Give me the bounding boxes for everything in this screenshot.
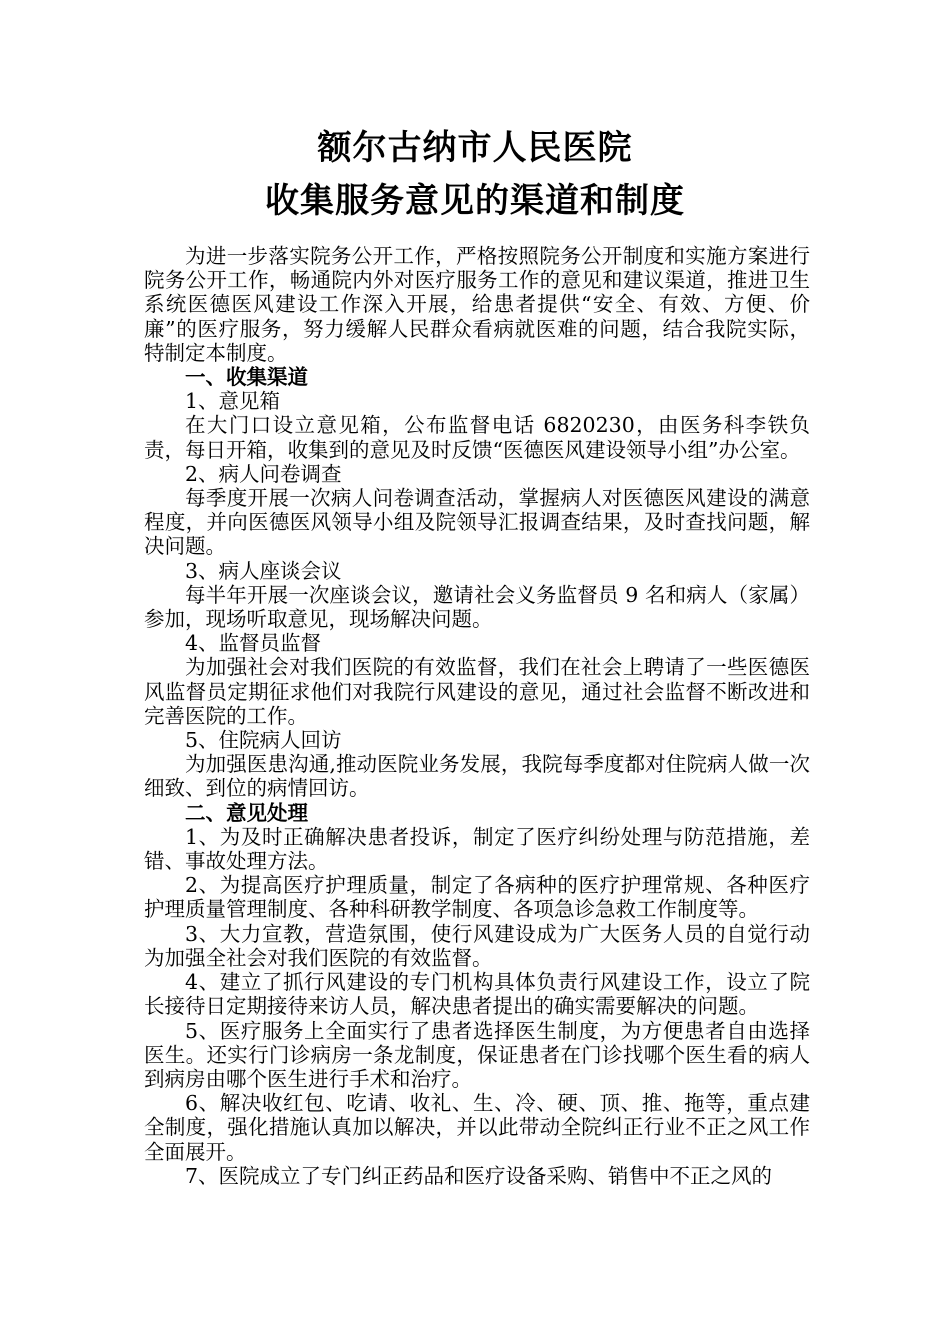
intro-paragraph: 为进一步落实院务公开工作，严格按照院务公开制度和实施方案进行院务公开工作，畅通院内外对医疗服务工作的意见和建议渠道，推进卫生系统医德医风建设工作深入开展，给患者提供“安全、有效、方便、价廉”的医疗服务，努力缓解人民群众看病就医难的问题，结合我院实际，特制定本制度。 <box>144 244 810 365</box>
channel-text: 在大门口设立意见箱，公布监督电话 6820230，由医务科李铁负责，每日开箱，收集到的意见及时反馈“医德医风建设领导小组”办公室。 <box>144 413 810 462</box>
channel-title: 4、监督员监督 <box>185 631 322 656</box>
handling-item: 6、解决收红包、吃请、收礼、生、冷、硬、顶、推、拖等，重点建全制度，强化措施认真加以解决，并以此带动全院纠正行业不正之风工作全面展开。 <box>144 1091 810 1164</box>
channel-title: 1、意见箱 <box>185 389 281 414</box>
channel-title: 3、病人座谈会议 <box>185 558 342 583</box>
section-heading-handling: 二、意见处理 <box>185 800 308 825</box>
document-title-line2: 收集服务意见的渠道和制度 <box>265 181 685 221</box>
section-heading-channels: 一、收集渠道 <box>185 365 308 390</box>
handling-item: 2、为提高医疗护理质量，制定了各病种的医疗护理常规、各种医疗护理质量管理制度、各种科研教学制度、各项急诊急救工作制度等。 <box>144 873 810 922</box>
document-title-line1: 额尔古纳市人民医院 <box>317 128 633 168</box>
handling-item: 3、大力宣教，营造氛围，使行风建设成为广大医务人员的自觉行动为加强全社会对我们医院的有效监督。 <box>144 921 810 970</box>
channel-text: 为加强社会对我们医院的有效监督，我们在社会上聘请了一些医德医风监督员定期征求他们对我院行风建设的意见，通过社会监督不断改进和完善医院的工作。 <box>144 655 810 728</box>
handling-item: 7、医院成立了专门纠正药品和医疗设备采购、销售中不正之风的 <box>185 1163 773 1188</box>
handling-item: 1、为及时正确解决患者投诉，制定了医疗纠纷处理与防范措施，差错、事故处理方法。 <box>144 824 810 874</box>
channel-text: 每季度开展一次病人问卷调查活动，掌握病人对医德医风建设的满意程度，并向医德医风领导小组及院领导汇报调查结果，及时查找问题，解决问题。 <box>144 486 810 559</box>
handling-item: 5、医疗服务上全面实行了患者选择医生制度，为方便患者自由选择医生。还实行门诊病房一条龙制度，保证患者在门诊找哪个医生看的病人到病房由哪个医生进行手术和治疗。 <box>144 1018 810 1091</box>
handling-item: 4、建立了抓行风建设的专门机构具体负责行风建设工作，设立了院长接待日定期接待来访人员，解决患者提出的确实需要解决的问题。 <box>144 970 810 1019</box>
document-body <box>144 244 810 1188</box>
channel-title: 5、住院病人回访 <box>185 728 342 753</box>
channel-text: 为加强医患沟通,推动医院业务发展，我院每季度都对住院病人做一次细致、到位的病情回访。 <box>144 752 810 801</box>
channel-text: 每半年开展一次座谈会议，邀请社会义务监督员 9 名和病人（家属）参加，现场听取意见，现场解决问题。 <box>144 582 810 632</box>
channel-title: 2、病人问卷调查 <box>185 461 342 486</box>
